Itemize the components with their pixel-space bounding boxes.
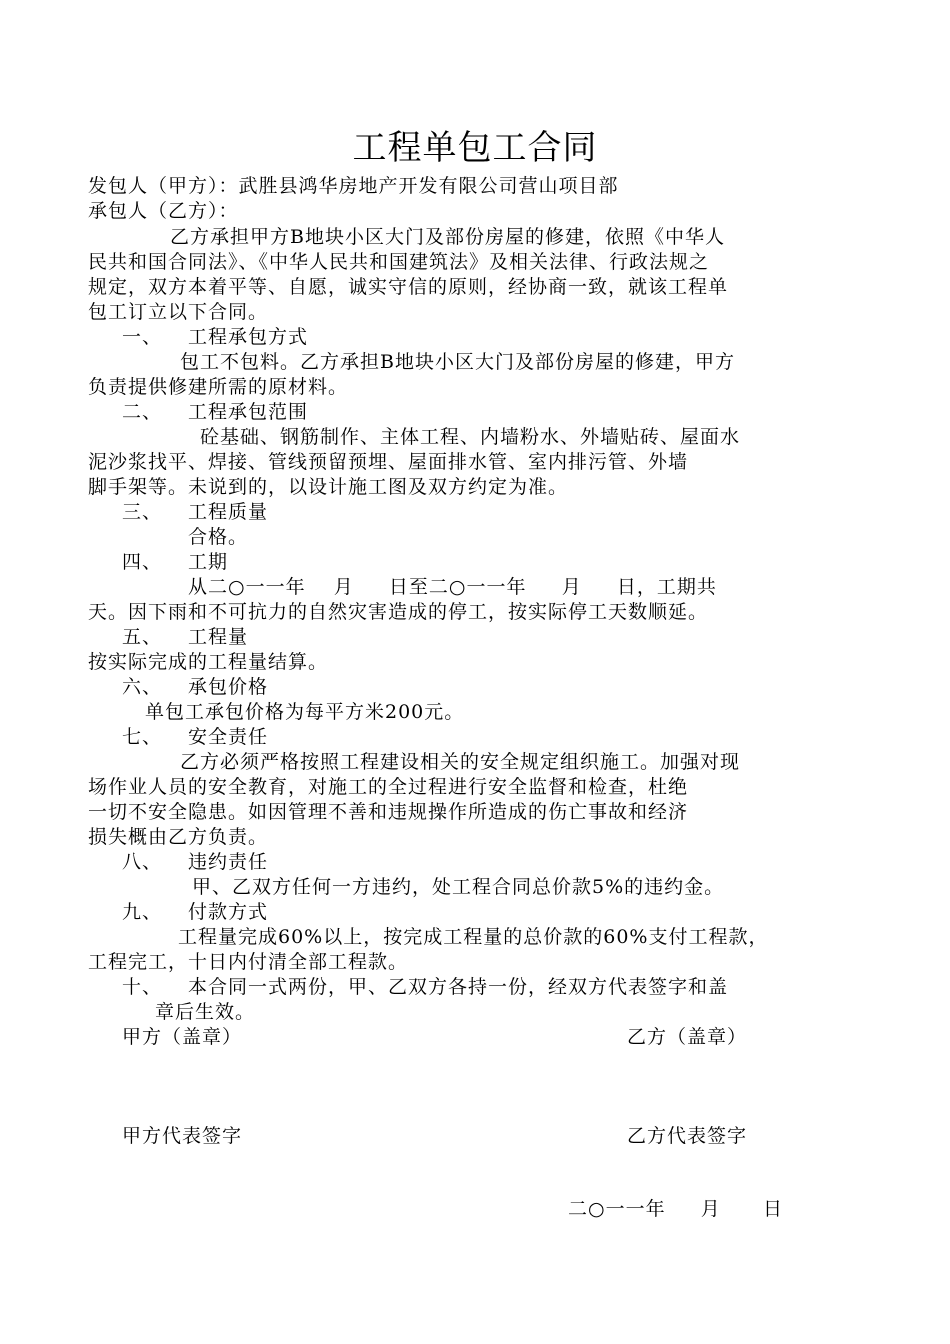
section-6-number: 六、 [122, 676, 163, 698]
preamble-line-2: 民共和国合同法》、《中华人民共和国建筑法》及相关法律、行政法规之 [88, 251, 710, 273]
preamble-line-3: 规定，双方本着平等、自愿，诚实守信的原则，经协商一致，就该工程单 [88, 276, 729, 298]
section-8-body-line: 甲、乙双方任何一方违约，处工程合同总价款5%的违约金。 [192, 876, 725, 898]
section-1-number: 一、 [122, 326, 163, 348]
section-1-heading: 工程承包方式 [188, 326, 309, 348]
section-6-body-line: 单包工承包价格为每平方米200元。 [145, 701, 465, 723]
section-8-number: 八、 [122, 851, 163, 873]
section-2-heading: 工程承包范围 [188, 401, 309, 423]
section-2-body-line: 泥沙浆找平、焊接、管线预留预埋、屋面排水管、室内排污管、外墙 [88, 451, 689, 473]
preamble-line-1: 乙方承担甲方B地块小区大门及部份房屋的修建，依照《中华人 [170, 226, 725, 248]
section-4-body-line: 天。因下雨和不可抗力的自然灾害造成的停工，按实际停工天数顺延。 [88, 601, 709, 623]
party-a-seal-label: 甲方（盖章） [122, 1026, 243, 1048]
section-4-number: 四、 [122, 551, 163, 573]
party-b-line: 承包人（乙方）： [88, 200, 239, 222]
section-5-number: 五、 [122, 626, 163, 648]
party-b-seal-label: 乙方（盖章） [627, 1026, 748, 1048]
section-7-number: 七、 [122, 726, 163, 748]
section-8-heading: 违约责任 [188, 851, 269, 873]
section-9-heading: 付款方式 [188, 901, 269, 923]
section-9-number: 九、 [122, 901, 163, 923]
section-1-body-line: 包工不包料。乙方承担B地块小区大门及部份房屋的修建，甲方 [180, 351, 735, 373]
section-4-heading: 工期 [188, 551, 229, 573]
preamble-line-4: 包工订立以下合同。 [88, 301, 269, 323]
section-9-body-line: 工程量完成60%以上，按完成工程量的总价款的60%支付工程款， [178, 926, 769, 948]
section-3-body-line: 合格。 [188, 526, 249, 548]
section-2-body-line: 砼基础、钢筋制作、主体工程、内墙粉水、外墙贴砖、屋面水 [200, 426, 741, 448]
section-5-heading: 工程量 [188, 626, 249, 648]
party-a-rep-label: 甲方代表签字 [122, 1125, 243, 1147]
section-3-number: 三、 [122, 501, 163, 523]
section-7-body-line: 场作业人员的安全教育，对施工的全过程进行安全监督和检查，杜绝 [88, 776, 689, 798]
section-3-heading: 工程质量 [188, 501, 269, 523]
section-7-body-line: 一切不安全隐患。如因管理不善和违规操作所造成的伤亡事故和经济 [88, 801, 689, 823]
section-7-body-line: 乙方必须严格按照工程建设相关的安全规定组织施工。加强对现 [180, 751, 741, 773]
section-7-body-line: 损失概由乙方负责。 [88, 826, 269, 848]
section-10-heading: 本合同一式两份，甲、乙双方各持一份，经双方代表签字和盖 [188, 976, 729, 998]
section-2-body-line: 脚手架等。未说到的，以设计施工图及双方约定为准。 [88, 476, 569, 498]
section-10-number: 十、 [122, 976, 163, 998]
section-10-body-line: 章后生效。 [155, 1001, 256, 1023]
party-b-rep-label: 乙方代表签字 [627, 1125, 748, 1147]
date-line: 二○一一年 月 日 [568, 1198, 784, 1220]
section-2-number: 二、 [122, 401, 163, 423]
section-9-body-line: 工程完工，十日内付清全部工程款。 [88, 951, 409, 973]
section-6-heading: 承包价格 [188, 676, 269, 698]
section-5-body-line: 按实际完成的工程量结算。 [88, 651, 329, 673]
section-1-body-line: 负责提供修建所需的原材料。 [88, 376, 349, 398]
section-4-body-line: 从二○一一年 月 日至二○一一年 月 日，工期共 [188, 576, 717, 598]
section-7-heading: 安全责任 [188, 726, 269, 748]
party-a-line: 发包人（甲方）：武胜县鸿华房地产开发有限公司营山项目部 [88, 175, 619, 197]
document-title: 工程单包工合同 [352, 128, 598, 168]
